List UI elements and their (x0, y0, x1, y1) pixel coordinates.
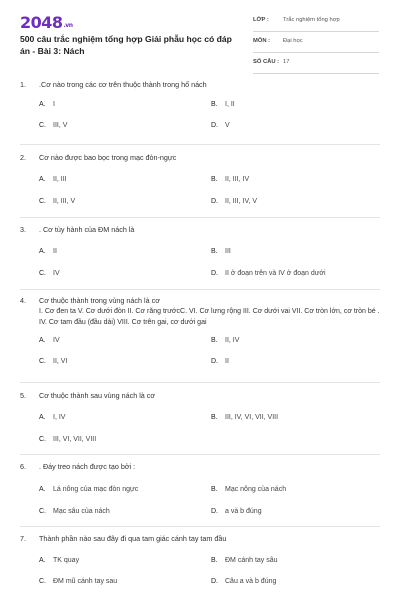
question-number: 5. (20, 391, 26, 400)
question-number: 4. (20, 296, 26, 305)
page-title: 500 câu trắc nghiệm tổng hợp Giải phẫu học có đáp án - Bài 3: Nách (20, 34, 232, 56)
option-letter: B. (211, 248, 218, 255)
question-text: . Cơ tùy hành của ĐM nách là (39, 225, 135, 234)
logo-sub: .vn (63, 22, 73, 29)
meta-info (253, 16, 379, 79)
question-7 (20, 533, 380, 585)
option-a[interactable] (39, 485, 138, 495)
meta-value: 17 (283, 59, 290, 65)
question-text: Cơ nào được bao bọc trong mạc đòn-ngực (39, 153, 177, 162)
meta-row-subject (253, 37, 379, 53)
meta-value: Trắc nghiệm tổng hợp (283, 17, 340, 23)
option-b[interactable] (211, 413, 278, 423)
option-letter: C. (39, 270, 46, 277)
option-text: IV (53, 337, 60, 344)
option-d[interactable] (211, 269, 326, 279)
option-letter: C. (39, 508, 46, 515)
option-text: I, IV (53, 414, 66, 421)
option-letter: A. (39, 557, 46, 564)
option-a[interactable] (39, 100, 55, 110)
option-text: III (225, 248, 231, 255)
option-a[interactable] (39, 175, 67, 185)
option-text: TK quay (53, 557, 80, 564)
divider (20, 526, 380, 527)
option-b[interactable] (211, 485, 286, 495)
option-b[interactable] (211, 556, 278, 566)
question-text: . Đáy treo nách được tạo bởi : (39, 462, 136, 471)
option-letter: D. (211, 198, 218, 205)
option-c[interactable] (39, 435, 96, 445)
question-number: 7. (20, 534, 26, 543)
question-2 (20, 152, 380, 205)
option-text: III, V (53, 122, 68, 129)
option-c[interactable] (39, 577, 117, 587)
option-letter: B. (211, 176, 218, 183)
option-letter: A. (39, 486, 46, 493)
meta-row-count (253, 58, 379, 74)
option-letter: C. (39, 358, 46, 365)
option-c[interactable] (39, 357, 67, 367)
option-text: ĐM cánh tay sâu (225, 557, 278, 564)
header (0, 0, 400, 78)
option-text: a và b đúng (225, 508, 262, 515)
option-letter: C. (39, 198, 46, 205)
option-text: Mạc nông của nách (225, 486, 287, 493)
question-6 (20, 461, 380, 515)
question-text: Cơ thuộc thành trong vùng nách là cơ (39, 296, 160, 305)
divider (20, 454, 380, 455)
option-b[interactable] (211, 100, 235, 110)
option-text: Lá nông của mạc đòn ngực (53, 486, 139, 493)
question-text: .Cơ nào trong các cơ trên thuộc thành trong hố nách (39, 80, 207, 89)
option-letter: D. (211, 578, 218, 585)
option-letter: D. (211, 270, 218, 277)
option-d[interactable] (211, 507, 262, 517)
question-number: 2. (20, 153, 26, 162)
option-letter: A. (39, 248, 46, 255)
option-letter: A. (39, 337, 46, 344)
meta-label: MÔN : (253, 38, 271, 44)
option-c[interactable] (39, 197, 75, 207)
question-3 (20, 224, 380, 277)
option-c[interactable] (39, 269, 60, 279)
option-a[interactable] (39, 336, 60, 346)
option-text: II, III, IV (225, 176, 250, 183)
option-letter: A. (39, 101, 46, 108)
option-text: IV (53, 270, 60, 277)
option-text: V (225, 122, 230, 129)
option-c[interactable] (39, 121, 67, 131)
question-1 (20, 79, 380, 129)
option-a[interactable] (39, 556, 79, 566)
divider (20, 144, 380, 145)
option-text: Mạc sâu của nách (53, 508, 110, 515)
option-d[interactable] (211, 577, 276, 587)
meta-label: LỚP : (253, 17, 269, 23)
option-d[interactable] (211, 357, 229, 367)
option-letter: B. (211, 101, 218, 108)
option-text: II (225, 358, 229, 365)
option-b[interactable] (211, 175, 249, 185)
option-a[interactable] (39, 247, 57, 257)
option-text: II ở đoạn trên và IV ở đoạn dưới (225, 270, 326, 277)
option-text: II, VI (53, 358, 68, 365)
option-letter: D. (211, 358, 218, 365)
option-text: ĐM mũ cánh tay sau (53, 578, 118, 585)
option-text: II, III (53, 176, 67, 183)
option-text: II, III, V (53, 198, 76, 205)
question-text: Thành phần nào sau đây đi qua tam giác cánh tay tam đầu (39, 534, 227, 543)
option-letter: B. (211, 337, 218, 344)
option-d[interactable] (211, 121, 230, 131)
meta-row-class (253, 16, 379, 32)
option-d[interactable] (211, 197, 257, 207)
question-number: 6. (20, 462, 26, 471)
option-letter: D. (211, 122, 218, 129)
divider (20, 382, 380, 383)
divider (20, 217, 380, 218)
logo-main: 2048 (20, 13, 63, 32)
option-letter: A. (39, 176, 46, 183)
question-4 (20, 295, 380, 365)
question-5 (20, 390, 380, 443)
option-letter: C. (39, 578, 46, 585)
option-a[interactable] (39, 413, 65, 423)
question-description: I. Cơ đen ta V. Cơ dưới đòn II. Cơ răng trướcC. VI. Cơ lưng rộng III. Cơ dưới vai VII. Cơ tròn lớn, cơ tròn bé . IV. Cơ tam đầu (đầu dài) VIII. Cơ trên gai, cơ dưới gai (39, 308, 380, 326)
option-text: Câu a và b đúng (225, 578, 277, 585)
option-letter: C. (39, 436, 46, 443)
option-text: III, IV, VI, VII, VIII (225, 414, 279, 421)
option-letter: B. (211, 486, 218, 493)
question-number: 1. (20, 80, 26, 89)
divider (20, 289, 380, 290)
option-text: II, III, IV, V (225, 198, 258, 205)
option-text: II, IV (225, 337, 240, 344)
meta-label: SỐ CÂU : (253, 59, 280, 65)
option-letter: C. (39, 122, 46, 129)
option-letter: A. (39, 414, 46, 421)
option-c[interactable] (39, 507, 110, 517)
option-text: II (53, 248, 57, 255)
question-number: 3. (20, 225, 26, 234)
option-letter: B. (211, 414, 218, 421)
option-b[interactable] (211, 336, 239, 346)
option-letter: B. (211, 557, 218, 564)
option-text: I, II (225, 101, 235, 108)
meta-value: Đại học (283, 38, 303, 44)
site-logo[interactable] (20, 13, 73, 32)
option-text: I (53, 101, 55, 108)
question-text: Cơ thuộc thành sau vùng nách là cơ (39, 391, 156, 400)
option-b[interactable] (211, 247, 231, 257)
option-letter: D. (211, 508, 218, 515)
option-text: III, VI, VII, VIII (53, 436, 97, 443)
